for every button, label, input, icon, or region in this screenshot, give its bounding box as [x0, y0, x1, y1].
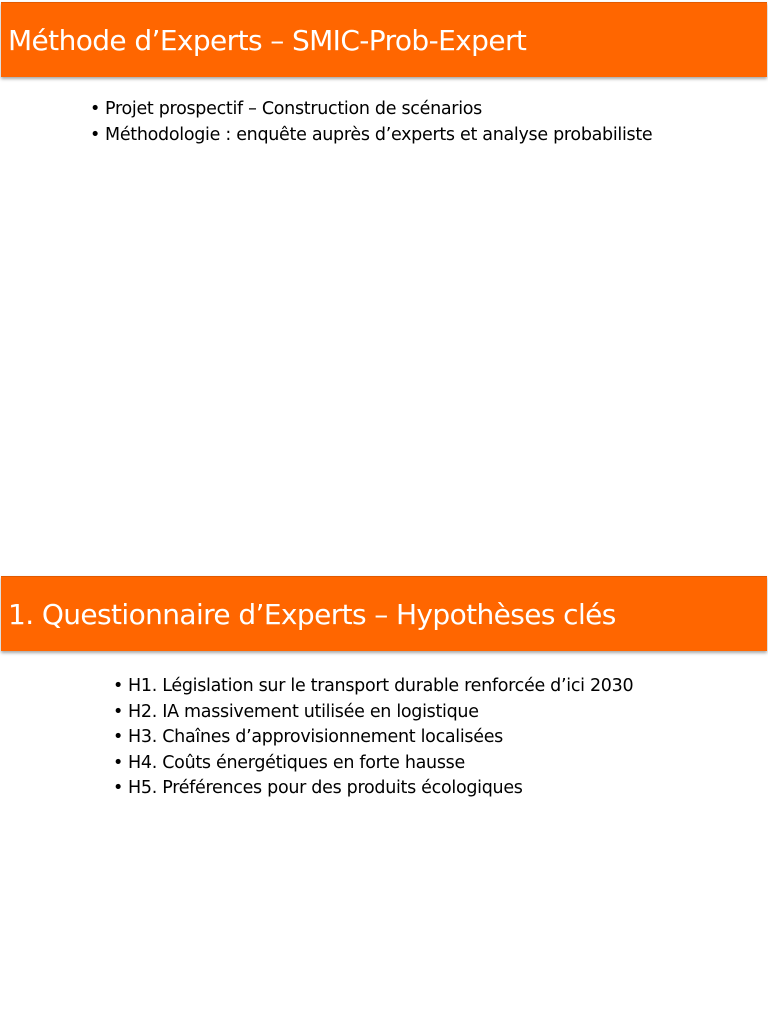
bullet-item — [113, 725, 633, 751]
bullet-item — [90, 97, 652, 123]
slide-1-title: Méthode d’Experts – SMIC-Prob-Expert — [8, 24, 527, 57]
slide-2 — [0, 576, 768, 1024]
bullet-dot: • — [90, 99, 101, 119]
bullet-text: Méthodologie : enquête auprès d’experts et analyse probabiliste — [105, 124, 653, 145]
bullet-text: H5. Préférences pour des produits écologiques — [128, 778, 523, 798]
bullet-item — [113, 700, 633, 726]
bullet-text: H3. Chaînes d’approvisionnement localisées — [128, 727, 504, 747]
bullet-text: H4. Coûts énergétiques en forte hausse — [128, 752, 465, 773]
bullet-dot: • — [113, 727, 124, 747]
bullet-dot: • — [113, 701, 124, 722]
bullet-text: H1. Législation sur le transport durable renforcée d’ici 2030 — [128, 676, 634, 696]
slide-1-bullet-list — [90, 97, 652, 148]
bullet-dot: • — [113, 752, 124, 773]
slide-2-bullet-list — [113, 674, 633, 802]
slide-2-title: 1. Questionnaire d’Experts – Hypothèses clés — [8, 598, 616, 631]
bullet-dot: • — [90, 124, 101, 145]
bullet-item — [90, 123, 652, 149]
bullet-dot: • — [113, 676, 124, 696]
bullet-text: H2. IA massivement utilisée en logistique — [128, 701, 479, 722]
bullet-item — [113, 776, 633, 802]
bullet-item — [113, 751, 633, 777]
slide-1-title-bar — [1, 2, 767, 77]
bullet-item — [113, 674, 633, 700]
bullet-text: Projet prospectif – Construction de scénarios — [105, 99, 482, 119]
bullet-dot: • — [113, 778, 124, 798]
slide-2-title-bar — [1, 576, 767, 651]
